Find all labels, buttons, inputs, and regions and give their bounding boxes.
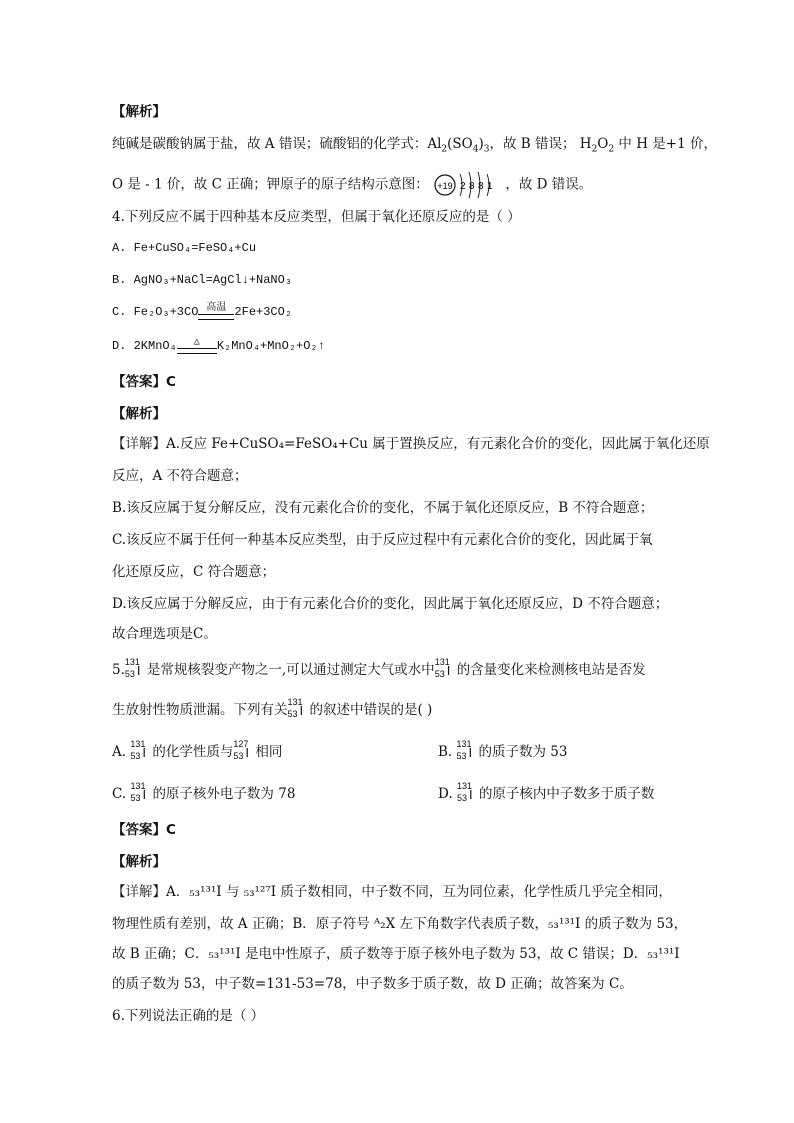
q4-option-b: B. AgNO₃+NaCl=AgCl↓+NaNO₃ bbox=[112, 273, 293, 287]
text-seg: 的原子核外电子数为 78 bbox=[152, 786, 296, 802]
text-seg: 的叙述中错误的是( ) bbox=[309, 702, 433, 718]
text-seg: K₂MnO₄+MnO₂+O₂↑ bbox=[216, 339, 325, 353]
text-seg: 5. bbox=[112, 662, 125, 678]
text-seg: ) bbox=[478, 136, 484, 152]
q4-option-c bbox=[112, 302, 292, 322]
text-seg: 的化学性质与 bbox=[152, 744, 234, 760]
text-seg: O 是 - 1 价，故 C 正确；钾原子的原子结构示意图： bbox=[112, 176, 429, 193]
q4-option-d bbox=[112, 336, 325, 356]
subscript: 4 bbox=[472, 144, 479, 155]
iodine-131-symbol: 131 53 I bbox=[130, 780, 147, 803]
shell-3-count: 8 bbox=[478, 181, 484, 192]
q5-detail-4: 的质子数为 53，中子数=131-53=78，中子数多于质子数，故 D 正确；故答案为 C。 bbox=[112, 976, 633, 992]
question-5-stem-1 bbox=[112, 656, 646, 681]
text-seg: D. 2KMnO₄ bbox=[112, 339, 177, 353]
text-seg: C. bbox=[112, 786, 127, 802]
q5-option-c bbox=[112, 780, 296, 805]
q4-option-a: A. Fe+CuSO₄=FeSO₄+Cu bbox=[112, 241, 257, 255]
text-seg: D. bbox=[438, 786, 453, 802]
condition-label: △ bbox=[193, 336, 200, 348]
condition-label: 高温 bbox=[206, 302, 227, 314]
text-seg: A. bbox=[112, 744, 127, 760]
text-seg: C. Fe₂O₃+3CO bbox=[112, 305, 199, 319]
subscript: 2 bbox=[608, 144, 615, 155]
text-seg: 是常规核裂变产物之一,可以通过测定大气或水中 bbox=[146, 662, 435, 678]
text-seg: 中 H 是+1 价， bbox=[614, 136, 717, 152]
iodine-127-symbol: 127 53 I bbox=[233, 738, 249, 761]
condition-arrow bbox=[198, 304, 234, 320]
subscript: 3 bbox=[483, 144, 490, 155]
text-seg: 的原子核内中子数多于质子数 bbox=[478, 786, 655, 802]
text-seg: 的质子数为 53 bbox=[478, 744, 568, 760]
iodine-131-symbol: 131 53 I bbox=[124, 656, 141, 679]
iodine-131-symbol: 131 53 I bbox=[130, 738, 146, 761]
q5-option-b bbox=[438, 738, 568, 763]
text-seg: 纯碱是碳酸钠属于盐，故 A 错误；硫酸铝的化学式：Al bbox=[112, 136, 442, 152]
text-seg: 2Fe+3CO₂ bbox=[234, 305, 293, 319]
text-seg: B. bbox=[438, 744, 453, 760]
text-seg: ，故 D 错误。 bbox=[505, 176, 593, 193]
q5-detail-1: 【详解】A．₅₃¹³¹I 与 ₅₃¹²⁷I 质子数相同，中子数不同，互为同位素，化学性质几乎完全相同， bbox=[112, 884, 672, 900]
double-line bbox=[177, 348, 217, 354]
iodine-131-symbol: 131 53 I bbox=[287, 696, 304, 719]
q5-option-d bbox=[438, 780, 655, 805]
analysis-heading: 【解析】 bbox=[112, 104, 166, 120]
iodine-131-symbol: 131 53 I bbox=[434, 656, 451, 679]
q4-detail-2: 反应，A 不符合题意； bbox=[112, 468, 248, 484]
q5-answer: 【答案】C bbox=[112, 822, 176, 838]
text-seg: (SO bbox=[447, 136, 473, 152]
q4-detail-3: B.该反应属于复分解反应，没有元素化合价的变化，不属于氧化还原反应，B 不符合题意； bbox=[112, 500, 654, 516]
q5-analysis-heading: 【解析】 bbox=[112, 854, 166, 870]
q5-detail-3: 故 B 正确；C．₅₃¹³¹I 是电中性原子，质子数等于原子核外电子数为 53，故 C 错误；D．₅₃¹³¹I bbox=[112, 946, 680, 962]
shell-2-count: 8 bbox=[469, 181, 475, 192]
question-6-stem: 6.下列说法正确的是（ ） bbox=[112, 1008, 265, 1024]
q4-detail-4: C.该反应不属于任何一种基本反应类型，由于反应过程中有元素化合价的变化，因此属于氧 bbox=[112, 532, 653, 548]
iodine-131-symbol: 131 53 I bbox=[456, 780, 473, 803]
text-seg: 相同 bbox=[255, 744, 283, 760]
potassium-atom-structure-diagram bbox=[433, 168, 501, 202]
text-seg: 的含量变化来检测核电站是否发 bbox=[456, 662, 646, 678]
condition-arrow bbox=[177, 338, 217, 354]
analysis-line-1 bbox=[112, 134, 717, 160]
q4-detail-1: 【详解】A.反应 Fe+CuSO₄=FeSO₄+Cu 属于置换反应，有元素化合价的变化，因此属于氧化还原 bbox=[112, 436, 710, 452]
text-seg: O bbox=[597, 136, 609, 152]
question-4-stem: 4.下列反应不属于四种基本反应类型，但属于氧化还原反应的是（ ） bbox=[112, 209, 521, 225]
nucleus-charge: +19 bbox=[437, 181, 453, 191]
q5-detail-2: 物理性质有差别，故 A 正确；B．原子符号 ᴬ₂X 左下角数字代表质子数，₅₃¹³¹I 的质子数为 53， bbox=[112, 916, 688, 932]
subscript: 2 bbox=[591, 144, 598, 155]
q4-detail-5: 化还原反应，C 符合题意； bbox=[112, 564, 276, 580]
q4-detail-7: 故合理选项是C。 bbox=[112, 626, 217, 642]
question-5-stem-2 bbox=[112, 696, 433, 721]
text-seg: ，故 B 错误； H bbox=[489, 136, 592, 152]
analysis-line-2 bbox=[112, 168, 592, 202]
q5-option-a bbox=[112, 738, 283, 763]
subscript: 2 bbox=[441, 144, 448, 155]
q4-answer: 【答案】C bbox=[112, 374, 176, 390]
text-seg: 生放射性物质泄漏。下列有关 bbox=[112, 702, 288, 718]
shell-1-count: 2 bbox=[460, 181, 466, 192]
double-line bbox=[198, 314, 234, 320]
q4-analysis-heading: 【解析】 bbox=[112, 406, 166, 422]
shell-4-count: 1 bbox=[487, 181, 493, 192]
iodine-131-symbol: 131 53 I bbox=[456, 738, 473, 761]
q4-detail-6: D.该反应属于分解反应，由于有元素化合价的变化，因此属于氧化还原反应，D 不符合题意； bbox=[112, 596, 669, 612]
